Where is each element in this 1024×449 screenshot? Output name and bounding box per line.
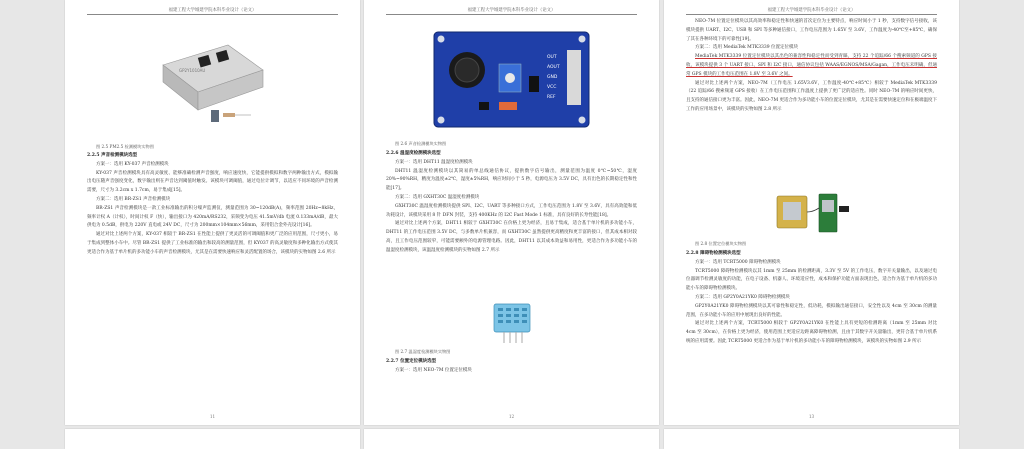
document-page-next [65, 429, 360, 449]
figure-caption: 图 2.7 温湿度检测模块实物图 [395, 349, 451, 354]
paragraph: 方案二：选用 GP2Y0A21YK0 障碍物检测模块 [695, 294, 790, 300]
svg-text:REF: REF [547, 95, 556, 100]
paragraph: NEO-7M 位置定位模块以其高效率和稳定性和快速的首次定位为主要特点，响应时间小于 1 秒，支持数字信号接收，该模块提供 UART、I2C、USB 和 SPI 等多种通信接口，工作电压范围为 1.65V 至 3.6V，工作温度为-40℃至+85℃，确保了其在各种环境下的可靠性[19]。 [686, 19, 937, 42]
paragraph: 方案二：选用 GXHT30C 温湿度检测模块 [395, 194, 480, 200]
document-page-2 [364, 0, 659, 425]
section-title: 2.2.5 声音检测模块选型 [87, 153, 138, 158]
paragraph: GXHT30C 温湿度检测模块提供 SPI、I2C、UART 等多种接口方式，工作电压范围为 1.8V 至 3.6V，具有高效能和低功耗设计，该模块采用 8 针 DFN 封装，支持 400KHz 的 I2C Fast Mode 1 标准，具有良好的长寿性能[18]。 [386, 203, 637, 218]
section-title: 2.2.6 温湿度检测模块选型 [386, 151, 441, 156]
svg-text:GP2Y1010AU: GP2Y1010AU [179, 68, 206, 73]
document-page-next [664, 429, 959, 449]
paragraph: KY-037 声音检测模块具有高灵敏度、能够准确检测声音强度，响应速度快，它能提供模拟和数字两种输出方式，模拟输出电压随声音强度变化，数字输出则在声音达到阈值时触发。该模块可调阈值，通过电位计调节，以适应不同环境的声音检测需要，尺寸为 3.2cm x 1.7cm，易于集成[15]。 [87, 170, 338, 194]
page-header: 福建工程大学城建学院本科毕业设计（论文） [386, 7, 637, 15]
paragraph: 通过对比上述两个方案，TCRT5000 相较于 GP2Y0A21YK0 在性能上具有更短的检测距离（1mm 至 25mm 对比 4cm 至 30cm），在价格上更为经济，使用范围上更适应边距离障碍物检测，且由于其数字开关量输出，更符合基于单片机系统的应用需要。因此 TCRT5000 更适合作为基于单片机的多功能小车的障碍物检测模块，该模块的实物如图 2.9 所示 [686, 321, 937, 344]
paragraph: 通过对比上述两个方案，NEO-7M（工作电压 1.65V3.6V，工作温度-40℃+85℃）相较于 MediaTek MTK3339（22 追踪/66 搜索频道 GPS 接收）在工作电压范围和工作温度上提供了更广泛的适应性。同时 NEO-7M 的响应时间更快，且支持的通信接口更为丰富。因此，NEO-7M 更适合作为多功能小车的位置定位模块，尤其是在需要快速定位和在极端温度下工作的应用场景中，该模块的实物如图 2.8 所示 [686, 80, 937, 112]
sound-module-image [429, 22, 594, 132]
figure-caption: 图 2.6 声音检测模块实物图 [395, 141, 447, 146]
document-page-3 [664, 0, 959, 425]
svg-text:AOUT: AOUT [547, 65, 560, 70]
paragraph: 方案二：选用 BR-ZS1 声音检测模块 [96, 196, 171, 202]
page-number: 11 [209, 414, 216, 419]
paragraph: 方案一：选用 TCRT5000 障碍物检测模块 [695, 259, 781, 265]
paragraph: BR-ZS1 声音检测模块是一款工业标准输出的积分噪声监测仪，测量范围为 30~120dB(A)，频率范围 20Hz~8kHz，频率计权 A（计权），时间计权 F（快），输出接口为 420mA/RS232，采频变为电压 41.5mV/db 电流 0.133mA/dB，最大供电为 0.5dB，供电为 220V 直电或 24V DC，尺寸为 200mm×104mm×56mm，采用铝合金外壳设计[16]。 [87, 205, 338, 229]
page-number: 13 [808, 414, 815, 419]
pm25-sensor-image [153, 30, 273, 130]
svg-text:GND: GND [547, 75, 558, 80]
svg-text:OUT: OUT [547, 55, 557, 60]
paragraph: 方案一：选用 KY-037 声音检测模块 [96, 161, 169, 167]
paragraph: TCRT5000 障碍物检测模块以其 1mm 至 25mm 的检测距离，3.3V 至 5V 的工作电压，数字开关量输出，以及通过电位器调节检测灵敏度的功能，在电子设备、机器人、环境适应性，成本和保护功能方面表现出色，适合作为基于单片机的多功能小车的障碍物检测模块。 [686, 268, 937, 292]
section-title: 2.2.8 障碍物检测模块选型 [686, 251, 741, 256]
page-number: 12 [508, 414, 515, 419]
page-header: 福建工程大学城建学院本科毕业设计（论文） [686, 7, 937, 15]
document-page-1 [65, 0, 360, 425]
figure-caption: 图 2.8 位置定位模块实物图 [695, 241, 747, 246]
paragraph: 通过对比上述两个方案，DHT11 相较于 GXHT30C 在价格上更为经济，且易于集成，适合基于单片机的多功能小车，DHT11 的工作电压范围 3.5V DC，与多数单片机兼容，而 GXHT30C 虽然提供更高精度和更丰富的接口，但其成本相对较高，且工作电压范围较窄，可能需要额外的电源管理电路。因此，DHT11 以其成本效益和易用性，更适合作为多功能小车的温湿度检测模块，该温湿度检测模块的实物如图 2.7 所示 [386, 221, 637, 253]
svg-text:VCC: VCC [547, 85, 557, 90]
paragraph: DHT11 温湿度检测模块以其简易的单总线通信协议，提供数字信号输出，测量范围为温度 0℃~50℃，湿度 20%~90%RH，精度为温度±2℃，湿度±5%RH，响应时间小于 5 秒，电源电压为 3.5V DC，具有出色的长期稳定性和性能[17]。 [386, 168, 637, 192]
paragraph: 方案一：选用 DHT11 温湿度检测模块 [395, 159, 473, 165]
page-header: 福建工程大学城建学院本科毕业设计（论文） [87, 7, 338, 15]
paragraph: 方案二：选用 MediaTek MTK3339 位置定位模块 [695, 45, 799, 51]
figure-caption: 图 2.5 PM2.5 检测模块实物图 [96, 144, 154, 149]
paragraph: MediaTek MTK3339 位置定位模块以其出色的兼容性和稳定性而受到青睐，支持 22 个追踪/66 个搜索频道的 GPS 接收，该模块提供 3 个 UART 接口、SPI 和 I2C 接口，通信协议包括 WAAS/EGNOS/MSA/Gagan，工作电压未明确，但通常 GPS 模块的工作电压范围在 1.8V 至 3.6V 之间。 [686, 54, 937, 77]
paragraph: 通过对比上述两个方案，KY-037 相较于 BR-ZS1 在性能上提供了更灵活的可调阈值和更广泛的应用范围，尺寸更小，易于集成到整体小车中。尽管 BR-ZS1 提供了工业标准的输出和较高的测量范围，但 KY037 的高灵敏度和多种化输出方式使其更适合作为基于单片机的多功能小车的声音检测模块，尤其是在需要快速响应和灵活配置的场合，该模块的实物如图 2.6 所示 [87, 232, 338, 255]
document-page-next [364, 429, 659, 449]
paragraph: GP2Y0A21YK0 障碍物检测模块以其可靠性和稳定性，低功耗，模拟输出通信接口，安全性以及 4cm 至 30cm 的测量范围，在多功能小车的应用中展现出良好的性能。 [686, 303, 937, 318]
dht11-sensor-image [482, 300, 542, 345]
section-title: 2.2.7 位置定位模块选型 [386, 359, 437, 364]
paragraph: 方案一：选用 NEO-7M 位置定位模块 [395, 367, 472, 373]
gps-module-image [769, 188, 854, 238]
